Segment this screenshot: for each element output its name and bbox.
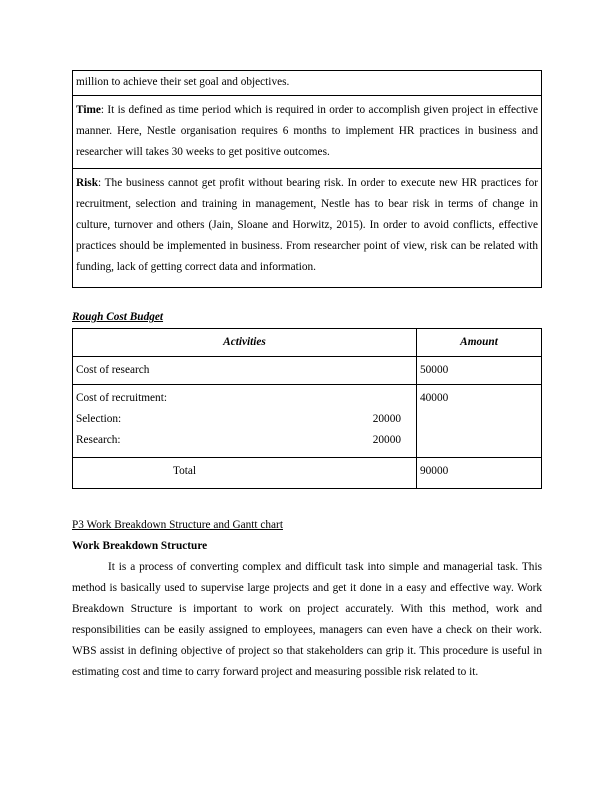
amount-cell: 50000 (417, 357, 542, 385)
continuation-text: million to achieve their set goal and objectives. (76, 76, 290, 88)
research-value: 20000 (372, 434, 401, 446)
table-row (73, 385, 542, 458)
wbs-title: Work Breakdown Structure (72, 540, 208, 552)
section-heading-p3: P3 Work Breakdown Structure and Gantt chart (72, 519, 283, 531)
table-row (73, 357, 542, 385)
budget-heading: Rough Cost Budget (72, 311, 164, 323)
total-row (73, 458, 542, 489)
wbs-paragraph: It is a process of converting complex and difficult task into simple and managerial task. This method is basically used to supervise large projects and get it done in a easy and effective way. Work Breakdown Structure is important to work on project accurately. With this method, work and responsibilities can be easily assigned to employees, managers can even have a check on their work. WBS assist in defining objective of project so that stakeholders can grip it. This procedure is useful in estimating cost and time to carry forward project and measuring possible risk related to it. (72, 561, 542, 678)
continuation-cell (73, 71, 541, 95)
total-label-cell (73, 458, 417, 489)
activity-cell (73, 385, 417, 458)
selection-value: 20000 (372, 413, 401, 425)
risk-cell (73, 168, 541, 287)
table-header-row (73, 329, 542, 357)
time-label: Time (76, 104, 101, 116)
recruitment-label: Cost of recruitment: (76, 392, 167, 404)
time-cell (73, 95, 541, 168)
total-amount-cell: 90000 (417, 458, 542, 489)
amount-cell: 40000 (417, 385, 542, 458)
activity-cell: Cost of research (73, 357, 417, 385)
research-line (76, 430, 413, 454)
total-label: Total (173, 465, 197, 477)
time-text: : It is defined as time period which is required in order to accomplish given project in effective manner. Here, Nestle organisation requires 6 months to implement HR practices in business and researcher will takes 30 weeks to get positive outcomes. (76, 104, 538, 158)
cost-budget-table (72, 328, 542, 489)
project-constraints-box (72, 70, 542, 288)
risk-label: Risk (76, 177, 98, 189)
risk-text: : The business cannot get profit without bearing risk. In order to execute new HR practices for recruitment, selection and training in management, Nestle has to bear risk in terms of change in culture, turnover and others (Jain, Sloane and Horwitz, 2015). In order to avoid conflicts, effective practices should be implemented in business. From researcher point of view, risk can be related with funding, lack of getting correct data and information. (76, 177, 538, 273)
amount-header: Amount (417, 329, 542, 357)
document-page (72, 70, 542, 694)
activities-header: Activities (73, 329, 417, 357)
research-label: Research: (76, 434, 121, 446)
selection-label: Selection: (76, 413, 122, 425)
selection-line (76, 409, 413, 430)
